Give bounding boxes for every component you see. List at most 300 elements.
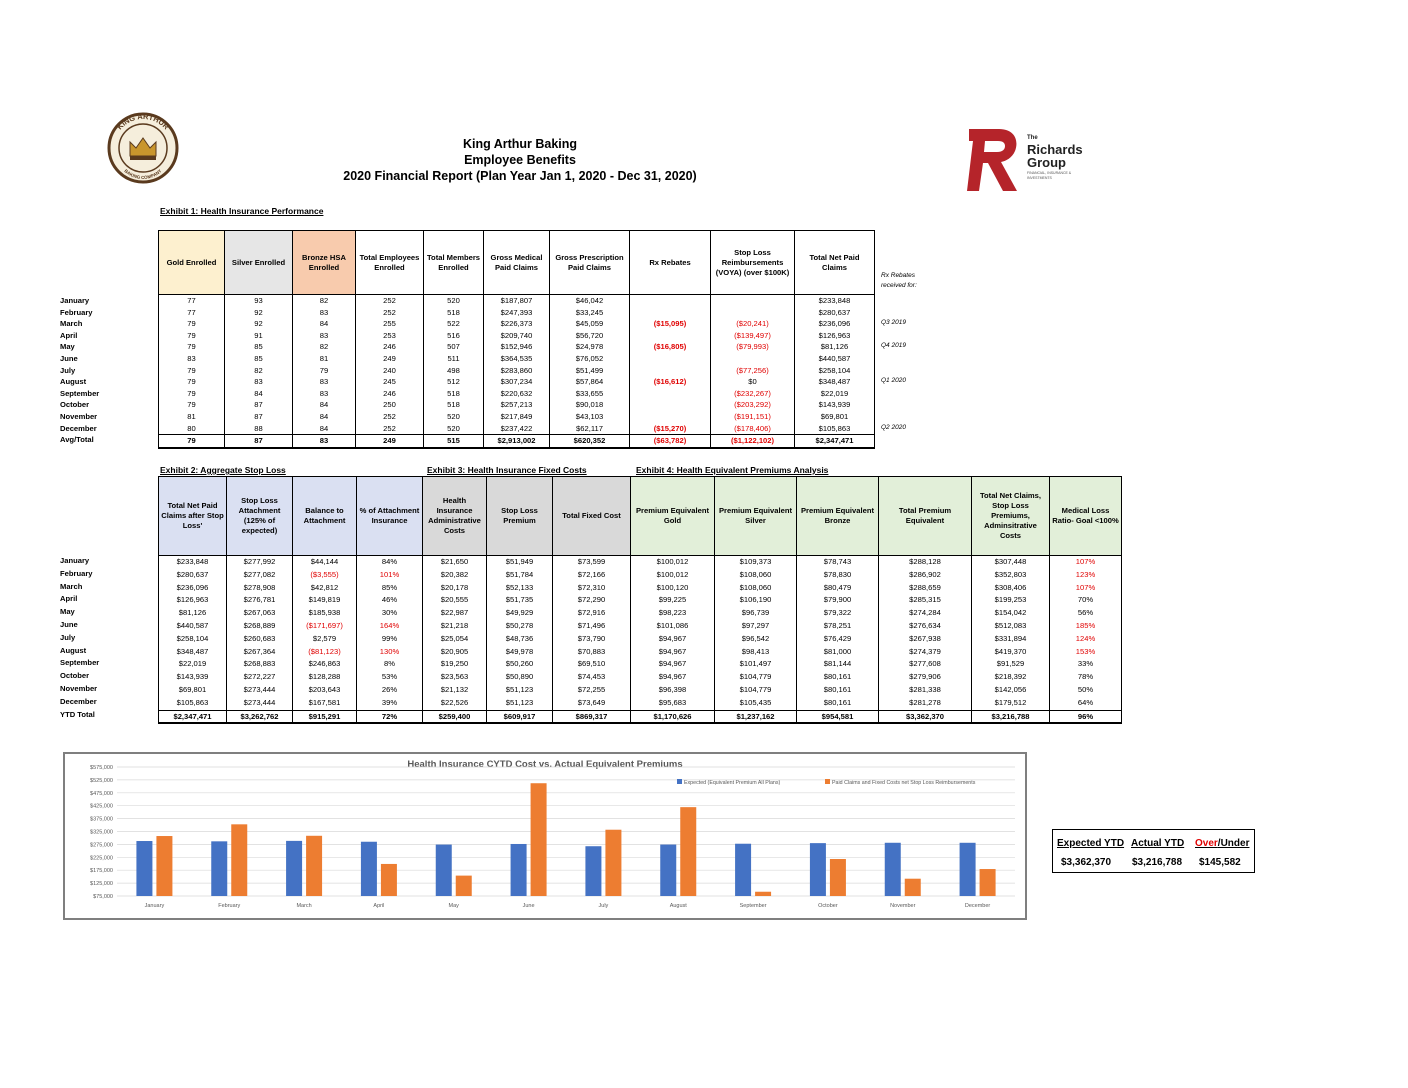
logo-the: The	[1027, 135, 1038, 141]
table-cell: 101%	[357, 569, 423, 582]
report-header	[330, 136, 710, 184]
hdr-total-net-paid: Total Net Paid Claims	[795, 231, 875, 295]
table-cell: $277,992	[227, 556, 293, 569]
total-cell: 83	[293, 435, 356, 448]
table-cell: $512,083	[972, 620, 1050, 633]
table-cell: $348,487	[159, 646, 227, 659]
table-cell: $48,736	[487, 633, 553, 646]
table-cell: $76,052	[550, 353, 630, 365]
bar-actual	[381, 864, 397, 896]
exhibit1-month-labels	[60, 295, 99, 446]
exhibit4-title: Exhibit 4: Health Equivalent Premiums Analysis	[636, 465, 829, 475]
bar-expected	[810, 843, 826, 896]
hdr-net-after-stoploss: Total Net Paid Claims after Stop Loss'	[159, 477, 227, 556]
table-cell: ($81,123)	[293, 646, 357, 659]
total-cell: ($1,122,102)	[711, 435, 795, 448]
bar-expected	[885, 843, 901, 896]
table-cell: $76,429	[797, 633, 879, 646]
legend-label: Expected (Equivalent Premium All Plans)	[684, 780, 781, 786]
summary-expected-value: $3,362,370	[1061, 857, 1112, 868]
table-cell: $108,060	[715, 582, 797, 595]
hdr-gross-rx: Gross Prescription Paid Claims	[550, 231, 630, 295]
table-cell: 56%	[1050, 607, 1122, 620]
rx-quarter-note: Q1 2020	[881, 377, 906, 385]
table-cell: 153%	[1050, 646, 1122, 659]
table-cell: $81,126	[159, 607, 227, 620]
table-cell: $307,448	[972, 556, 1050, 569]
table-cell: ($203,292)	[711, 399, 795, 411]
bar-actual	[755, 892, 771, 896]
rx-rebates-note-text: Rx Rebates received for:	[881, 272, 917, 289]
table-cell: $98,223	[631, 607, 715, 620]
table-cell: $33,245	[550, 307, 630, 319]
hdr-gross-medical: Gross Medical Paid Claims	[484, 231, 550, 295]
table-cell: $62,117	[550, 423, 630, 435]
table-cell: 91	[225, 330, 293, 342]
table-cell: 522	[424, 318, 484, 330]
bar-actual	[830, 859, 846, 896]
table-cell: $276,781	[227, 594, 293, 607]
table-cell: 252	[356, 411, 424, 423]
table-row	[159, 295, 875, 307]
table-row	[159, 318, 875, 330]
month-label: March	[60, 319, 83, 329]
month-label: October	[60, 400, 90, 410]
table-cell: $52,133	[487, 582, 553, 595]
table-cell: $24,978	[550, 341, 630, 353]
table-cell: 130%	[357, 646, 423, 659]
table-cell: $280,637	[159, 569, 227, 582]
table-cell: $49,978	[487, 646, 553, 659]
table-cell: 85	[225, 341, 293, 353]
table-cell: 124%	[1050, 633, 1122, 646]
summary-actual-label: Actual YTD	[1131, 838, 1185, 849]
table-row	[159, 569, 1122, 582]
table-cell	[630, 307, 711, 319]
total-label: Avg/Total	[60, 435, 94, 445]
table-cell: ($16,805)	[630, 341, 711, 353]
table-cell: 82	[225, 365, 293, 377]
table-cell: 520	[424, 295, 484, 307]
table-cell: $100,012	[631, 569, 715, 582]
table-cell: 83	[293, 388, 356, 400]
table-cell: $268,889	[227, 620, 293, 633]
table-cell: $278,908	[227, 582, 293, 595]
table-cell: 79	[293, 365, 356, 377]
table-cell: $51,499	[550, 365, 630, 377]
table-cell: $272,227	[227, 671, 293, 684]
total-label: YTD Total	[60, 709, 95, 719]
table-cell: $33,655	[550, 388, 630, 400]
month-label: October	[60, 671, 90, 681]
total-cell: $1,170,626	[631, 710, 715, 723]
table-cell: $44,144	[293, 556, 357, 569]
table-cell: 246	[356, 388, 424, 400]
table-cell: $20,905	[423, 646, 487, 659]
table-cell: $81,000	[797, 646, 879, 659]
table-cell	[630, 388, 711, 400]
total-cell: $954,581	[797, 710, 879, 723]
table-cell: $50,278	[487, 620, 553, 633]
table-cell: 92	[225, 307, 293, 319]
total-row	[159, 435, 875, 448]
table-cell: $187,807	[484, 295, 550, 307]
total-cell: $2,347,471	[159, 710, 227, 723]
table-cell: $69,801	[795, 411, 875, 423]
table-cell: ($79,993)	[711, 341, 795, 353]
table-cell: $51,123	[487, 684, 553, 697]
table-cell: $267,063	[227, 607, 293, 620]
table-row	[159, 307, 875, 319]
table-row	[159, 607, 1122, 620]
total-cell: $869,317	[553, 710, 631, 723]
rx-quarter-note: Q4 2019	[881, 342, 906, 350]
table-cell: $42,812	[293, 582, 357, 595]
total-cell: ($63,782)	[630, 435, 711, 448]
table-cell: 252	[356, 307, 424, 319]
table-cell: 70%	[1050, 594, 1122, 607]
total-row	[159, 710, 1122, 723]
table-cell: $126,963	[159, 594, 227, 607]
hdr-total-members: Total Members Enrolled	[424, 231, 484, 295]
table-cell: 64%	[1050, 697, 1122, 710]
table-cell: 79	[159, 341, 225, 353]
table-cell: $2,579	[293, 633, 357, 646]
bar-expected	[660, 845, 676, 896]
table-cell: $100,012	[631, 556, 715, 569]
table-row	[159, 411, 875, 423]
table-row	[159, 620, 1122, 633]
total-cell: $609,917	[487, 710, 553, 723]
bar-expected	[436, 845, 452, 896]
bar-actual	[231, 824, 247, 896]
table-cell: $51,949	[487, 556, 553, 569]
table-row	[159, 556, 1122, 569]
table-cell: ($16,612)	[630, 376, 711, 388]
table-cell: 84%	[357, 556, 423, 569]
table-row	[159, 646, 1122, 659]
hdr-bronze-enrolled: Bronze HSA Enrolled	[293, 231, 356, 295]
x-tick-label: October	[818, 903, 838, 909]
table-cell: 107%	[1050, 582, 1122, 595]
table-cell: $154,042	[972, 607, 1050, 620]
r-mark-icon	[965, 127, 1021, 193]
table-cell: $22,019	[159, 658, 227, 671]
logo-tagline: FINANCIAL, INSURANCE & INVESTMENTS	[1027, 171, 1072, 180]
y-tick-label: $575,000	[90, 765, 113, 771]
table-cell: 79	[159, 399, 225, 411]
table-cell: $274,284	[879, 607, 972, 620]
table-cell: ($139,497)	[711, 330, 795, 342]
summary-actual-value: $3,216,788	[1132, 857, 1183, 868]
table-row	[159, 684, 1122, 697]
table-cell: $72,916	[553, 607, 631, 620]
total-cell: 249	[356, 435, 424, 448]
table-cell: $80,161	[797, 671, 879, 684]
table-row	[159, 341, 875, 353]
month-label: February	[60, 307, 93, 317]
table-cell: $21,132	[423, 684, 487, 697]
month-label: September	[60, 388, 100, 398]
table-cell: $91,529	[972, 658, 1050, 671]
table-cell: 123%	[1050, 569, 1122, 582]
table-cell: 85%	[357, 582, 423, 595]
table-cell: $81,126	[795, 341, 875, 353]
total-cell: 96%	[1050, 710, 1122, 723]
table-cell: $72,310	[553, 582, 631, 595]
y-tick-label: $75,000	[93, 894, 113, 900]
table-cell: 77	[159, 295, 225, 307]
table-cell: $50,890	[487, 671, 553, 684]
table-cell: 80	[159, 423, 225, 435]
table-row	[159, 594, 1122, 607]
table-cell: 511	[424, 353, 484, 365]
table-cell: $331,894	[972, 633, 1050, 646]
table-cell: $288,128	[879, 556, 972, 569]
hdr-admin-costs: Health Insurance Administrative Costs	[423, 477, 487, 556]
table-cell: $74,453	[553, 671, 631, 684]
table-cell: $46,042	[550, 295, 630, 307]
bar-actual	[156, 836, 172, 896]
hdr-balance-attachment: Balance to Attachment	[293, 477, 357, 556]
table-cell: $73,599	[553, 556, 631, 569]
table-cell	[711, 307, 795, 319]
table-cell: $97,297	[715, 620, 797, 633]
logo-richards: Richards	[1027, 142, 1083, 157]
table-cell: 39%	[357, 697, 423, 710]
month-label: January	[60, 296, 90, 305]
table-cell: $78,743	[797, 556, 879, 569]
x-tick-label: July	[598, 903, 609, 909]
table-cell: $185,938	[293, 607, 357, 620]
table-cell: $20,382	[423, 569, 487, 582]
table-cell: $71,496	[553, 620, 631, 633]
table-cell: $78,830	[797, 569, 879, 582]
table-cell: $56,720	[550, 330, 630, 342]
bar-expected	[511, 844, 527, 896]
table-cell: $283,860	[484, 365, 550, 377]
table-cell: $143,939	[159, 671, 227, 684]
table-cell: $142,056	[972, 684, 1050, 697]
bar-expected	[286, 841, 302, 896]
table-cell: $78,251	[797, 620, 879, 633]
table-cell: $51,123	[487, 697, 553, 710]
total-cell: $915,291	[293, 710, 357, 723]
table-cell: $260,683	[227, 633, 293, 646]
table-cell: 81	[293, 353, 356, 365]
x-tick-label: May	[448, 903, 459, 909]
legend-swatch	[677, 779, 682, 784]
total-cell: $259,400	[423, 710, 487, 723]
hdr-stop-loss-reimb: Stop Loss Reimbursements (VOYA) (over $100K)	[711, 231, 795, 295]
table-cell: $419,370	[972, 646, 1050, 659]
table-cell: 84	[293, 411, 356, 423]
table-row	[159, 399, 875, 411]
table-cell: $22,019	[795, 388, 875, 400]
hdr-stoploss-premium: Stop Loss Premium	[487, 477, 553, 556]
table-cell: 99%	[357, 633, 423, 646]
y-tick-label: $375,000	[90, 816, 113, 823]
month-label: January	[60, 556, 90, 565]
table-cell: $273,444	[227, 684, 293, 697]
table-cell: $267,364	[227, 646, 293, 659]
total-cell: $2,347,471	[795, 435, 875, 448]
king-arthur-logo	[100, 112, 188, 184]
table-cell: $276,634	[879, 620, 972, 633]
table-row	[159, 633, 1122, 646]
table-cell	[630, 295, 711, 307]
month-label: November	[60, 411, 98, 421]
logo-bottom-text: BAKING COMPANY	[123, 168, 163, 181]
table-cell: $49,929	[487, 607, 553, 620]
table-cell: $246,863	[293, 658, 357, 671]
table-cell: $267,938	[879, 633, 972, 646]
table-cell: $149,819	[293, 594, 357, 607]
table-cell: 92	[225, 318, 293, 330]
report-subtitle: Employee Benefits	[464, 153, 576, 167]
table-cell: 85	[225, 353, 293, 365]
month-label: November	[60, 683, 98, 693]
table-cell: $45,059	[550, 318, 630, 330]
x-tick-label: August	[669, 903, 687, 909]
table-cell: $96,398	[631, 684, 715, 697]
table-cell: 50%	[1050, 684, 1122, 697]
hdr-gold-enrolled: Gold Enrolled	[159, 231, 225, 295]
table-row	[159, 365, 875, 377]
bar-actual	[306, 836, 322, 896]
table-cell: $95,683	[631, 697, 715, 710]
table-cell: $50,260	[487, 658, 553, 671]
month-label: July	[60, 365, 76, 375]
table-cell: $286,902	[879, 569, 972, 582]
ytd-summary-box	[1052, 829, 1255, 873]
table-cell: 240	[356, 365, 424, 377]
table-cell: 79	[159, 388, 225, 400]
table-cell: $307,234	[484, 376, 550, 388]
table-cell: $21,650	[423, 556, 487, 569]
table-cell: $179,512	[972, 697, 1050, 710]
table-cell: 93	[225, 295, 293, 307]
table-cell: 46%	[357, 594, 423, 607]
table-cell: $80,161	[797, 684, 879, 697]
table-cell: 246	[356, 341, 424, 353]
table-cell: $236,096	[795, 318, 875, 330]
table-cell: 79	[159, 318, 225, 330]
table-row	[159, 330, 875, 342]
x-tick-label: April	[373, 903, 385, 909]
table-cell: 83	[293, 330, 356, 342]
table-cell: 84	[293, 318, 356, 330]
table-cell	[630, 399, 711, 411]
table-cell: $364,535	[484, 353, 550, 365]
table-cell: $288,659	[879, 582, 972, 595]
table-cell: $279,906	[879, 671, 972, 684]
x-tick-label: November	[890, 903, 916, 909]
table-cell: $308,406	[972, 582, 1050, 595]
table-cell: $126,963	[795, 330, 875, 342]
table-cell: ($15,270)	[630, 423, 711, 435]
table-cell: $220,632	[484, 388, 550, 400]
table-row	[159, 671, 1122, 684]
total-cell: 87	[225, 435, 293, 448]
table-cell: 83	[293, 307, 356, 319]
total-cell: 515	[424, 435, 484, 448]
table-cell: $81,144	[797, 658, 879, 671]
table-cell: $94,967	[631, 633, 715, 646]
table-cell: ($15,095)	[630, 318, 711, 330]
table-cell: $73,790	[553, 633, 631, 646]
month-label: February	[60, 568, 93, 578]
summary-expected-label: Expected YTD	[1057, 838, 1125, 849]
table-cell: $72,290	[553, 594, 631, 607]
table-cell: 8%	[357, 658, 423, 671]
table-cell: $72,166	[553, 569, 631, 582]
table-cell: $94,967	[631, 646, 715, 659]
table-cell: 255	[356, 318, 424, 330]
month-label: September	[60, 658, 100, 668]
table-cell: $233,848	[795, 295, 875, 307]
table-cell: $106,190	[715, 594, 797, 607]
table-row	[159, 697, 1122, 710]
table-cell: $209,740	[484, 330, 550, 342]
month-label: May	[60, 342, 75, 352]
exhibit234-table	[158, 476, 1122, 724]
hdr-prem-silver: Premium Equivalent Silver	[715, 477, 797, 556]
hdr-silver-enrolled: Silver Enrolled	[225, 231, 293, 295]
table-cell: $20,178	[423, 582, 487, 595]
table-cell: $99,225	[631, 594, 715, 607]
hdr-total-premium: Total Premium Equivalent	[879, 477, 972, 556]
table-cell: $22,987	[423, 607, 487, 620]
month-label: August	[60, 377, 87, 387]
month-label: April	[60, 330, 78, 340]
table-cell: $268,883	[227, 658, 293, 671]
report-title: 2020 Financial Report (Plan Year Jan 1, 2020 - Dec 31, 2020)	[343, 169, 697, 183]
total-cell: $3,362,370	[879, 710, 972, 723]
table-cell: $277,082	[227, 569, 293, 582]
table-cell: 498	[424, 365, 484, 377]
table-cell: 518	[424, 388, 484, 400]
table-row	[159, 353, 875, 365]
table-cell	[711, 295, 795, 307]
y-tick-label: $275,000	[90, 842, 113, 849]
table-cell: $22,526	[423, 697, 487, 710]
month-label: August	[60, 645, 87, 655]
table-cell: $217,849	[484, 411, 550, 423]
rx-quarter-note: Q3 2019	[881, 319, 906, 327]
y-tick-label: $425,000	[90, 803, 113, 810]
table-cell: $57,864	[550, 376, 630, 388]
table-cell: $98,413	[715, 646, 797, 659]
table-cell: $108,060	[715, 569, 797, 582]
table-cell: $281,338	[879, 684, 972, 697]
month-label: April	[60, 594, 78, 604]
company-name: King Arthur Baking	[462, 137, 578, 151]
exhibit234-month-labels	[60, 555, 99, 721]
x-tick-label: June	[522, 903, 535, 909]
table-cell: $167,581	[293, 697, 357, 710]
hdr-rx-rebates: Rx Rebates	[630, 231, 711, 295]
table-cell: ($191,151)	[711, 411, 795, 423]
table-cell: $440,587	[795, 353, 875, 365]
table-cell: $69,801	[159, 684, 227, 697]
bar-actual	[605, 830, 621, 896]
table-cell: $96,542	[715, 633, 797, 646]
rx-quarter-note: Q2 2020	[881, 423, 906, 431]
table-cell: 253	[356, 330, 424, 342]
bar-actual	[531, 783, 547, 896]
chart-title: Health Insurance CYTD Cost vs. Actual Equivalent Premiums	[407, 759, 683, 770]
